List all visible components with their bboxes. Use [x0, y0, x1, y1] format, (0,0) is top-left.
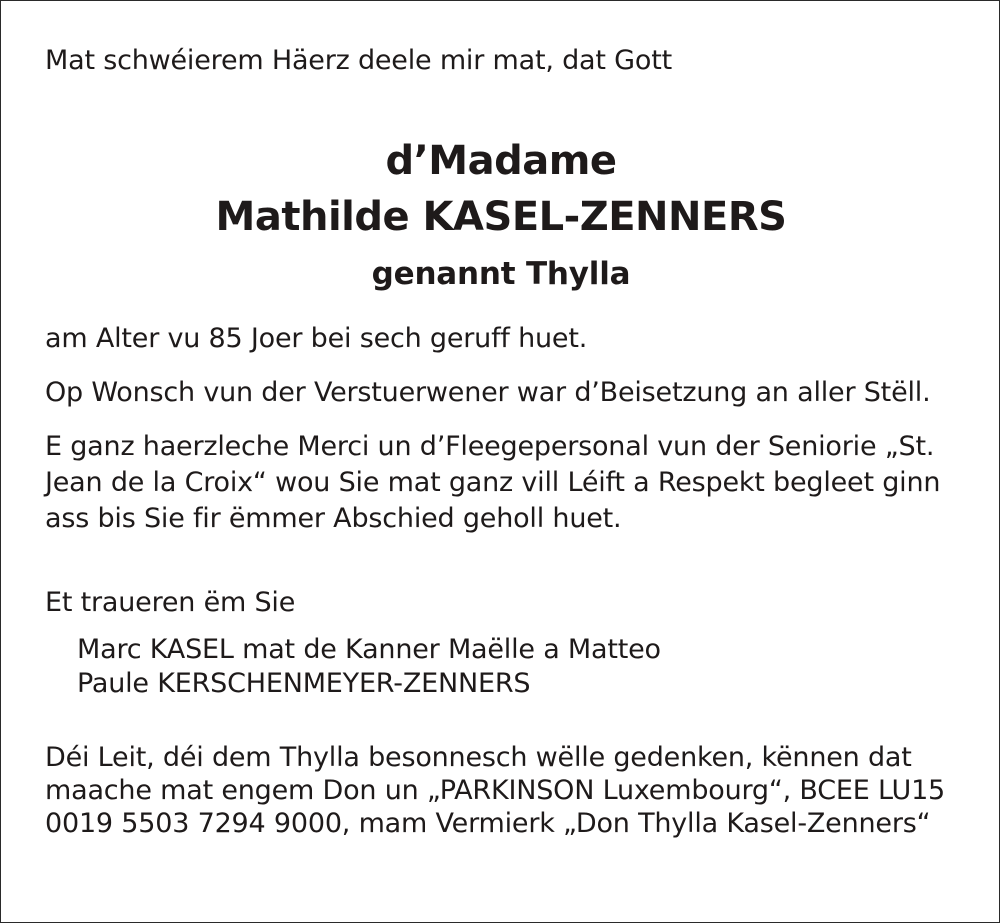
- thanks-text: E ganz haerzleche Merci un d’Fleegepersonal vun der Seniorie „St. Jean de la Croix“ wou Sie mat ganz vill Léift a Respekt begleet ginn ass bis Sie fir ëmmer Abschied geholl huet.: [45, 431, 941, 534]
- mourner-item: Paule KERSCHENMEYER-ZENNERS: [77, 668, 531, 699]
- notice-content: [45, 43, 965, 840]
- name-block: [1, 133, 1000, 295]
- deceased-name: Mathilde KASEL-ZENNERS: [215, 194, 787, 240]
- title-line: d’Madame: [385, 138, 617, 184]
- age-text: am Alter vu 85 Joer bei sech geruff huet.: [45, 323, 588, 354]
- mourners-list: [45, 633, 965, 701]
- wish-text: Op Wonsch vun der Verstuerwener war d’Beisetzung an aller Stëll.: [45, 377, 931, 408]
- mourners-intro: Et traueren ëm Sie: [45, 587, 296, 618]
- mourner-item: Marc KASEL mat de Kanner Maëlle a Matteo: [77, 634, 661, 665]
- donation-text: Déi Leit, déi dem Thylla besonnesch wëlle gedenken, kënnen dat maache mat engem Don un „PARKINSON Luxembourg“, BCEE LU15 0019 5503 7294 9000, mam Vermierk „Don Thylla Kasel-Zenners“: [45, 742, 946, 839]
- intro-text: Mat schwéierem Häerz deele mir mat, dat Gott: [45, 45, 672, 76]
- nickname: genannt Thylla: [371, 256, 631, 292]
